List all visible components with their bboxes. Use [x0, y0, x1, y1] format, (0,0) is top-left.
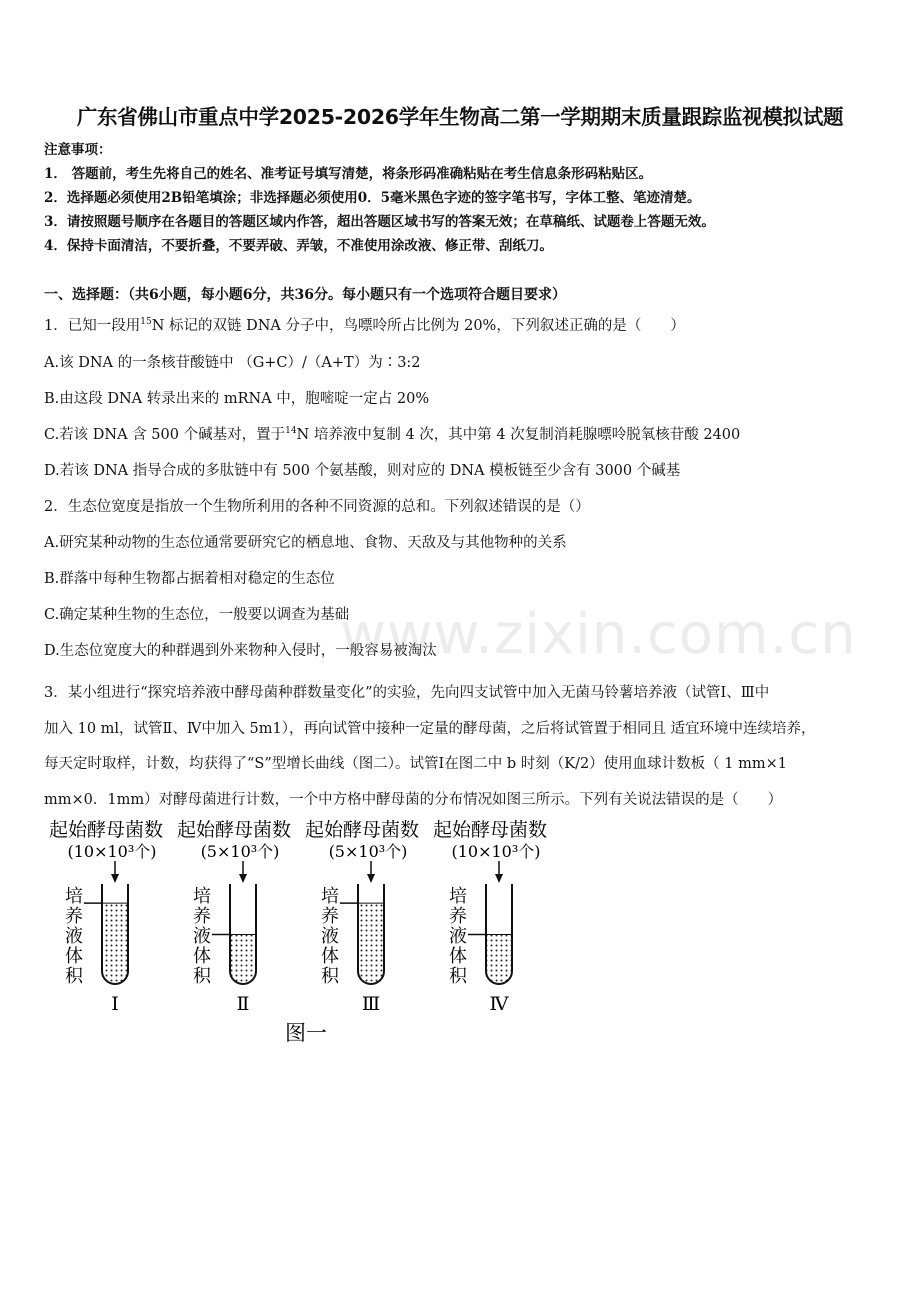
volume-label-char: 培	[449, 886, 467, 907]
arrow-head	[495, 874, 503, 883]
isotope-superscript: 15	[140, 317, 152, 328]
volume-label-char: 培	[193, 886, 211, 907]
page-title: 广东省佛山市重点中学2025-2026学年生物高二第一学期期末质量跟踪监视模拟试题	[76, 105, 844, 129]
q1-stem-part: N 标记的双链 DNA 分子中，鸟嘌呤所占比例为 20%，下列叙述正确的是（ ）	[151, 318, 685, 334]
notice-item: 4．保持卡面清洁，不要折叠，不要弄破、弄皱，不准使用涂改液、修正带、刮纸刀。	[44, 238, 553, 254]
tube-roman-numeral: Ⅳ	[489, 993, 509, 1015]
volume-label-char: 体	[65, 946, 83, 967]
volume-label-char: 积	[193, 966, 211, 987]
q2-option-d: D.生态位宽度大的种群遇到外来物种入侵时，一般容易被淘汰	[44, 643, 437, 659]
volume-label-char: 养	[193, 906, 211, 927]
arrow-head	[239, 874, 247, 883]
tube-initial-count: (10×10³个)	[67, 842, 157, 861]
volume-label-char: 养	[449, 906, 467, 927]
volume-label-char: 积	[449, 966, 467, 987]
culture-liquid	[486, 934, 512, 984]
question-2-stem: 2．生态位宽度是指放一个生物所利用的各种不同资源的总和。下列叙述错误的是（）	[44, 499, 590, 515]
notice-item: 1． 答题前，考生先将自己的姓名、准考证号填写清楚，将条形码准确粘贴在考生信息条形码粘贴区。	[44, 166, 653, 182]
question-3-stem	[44, 676, 884, 818]
q3-line: 每天定时取样，计数，均获得了“S”型增长曲线（图二）。试管Ⅰ在图二中 b 时刻（K/2）使用血球计数板（ 1 mm×1	[44, 756, 787, 772]
tube-roman-numeral: Ⅲ	[361, 993, 381, 1015]
volume-label-char: 体	[321, 946, 339, 967]
tube-initial-count: (5×10³个)	[200, 842, 280, 861]
section-heading: 一、选择题：（共6小题，每小题6分，共36分。每小题只有一个选项符合题目要求）	[44, 287, 566, 303]
q1-option-a: A.该 DNA 的一条核苷酸链中 （G+C）/（A+T）为∶3:2	[44, 355, 421, 371]
q1-option-d: D.若该 DNA 指导合成的多肽链中有 500 个氨基酸，则对应的 DNA 模板链至少含有 3000 个碱基	[44, 463, 681, 479]
volume-label-char: 液	[449, 926, 467, 947]
volume-label-char: 养	[65, 906, 83, 927]
notice-heading: 注意事项：	[44, 142, 112, 158]
test-tube-3	[305, 819, 419, 1015]
figure-caption: 图一	[285, 1021, 327, 1045]
q1-stem-part: 1．已知一段用	[44, 318, 141, 334]
volume-label-char: 液	[65, 926, 83, 947]
q1-option-c-part: N 培养液中复制 4 次，其中第 4 次复制消耗腺嘌呤脱氧核苷酸 2400	[296, 427, 741, 443]
test-tube-2	[177, 819, 291, 1015]
notice-item: 2．选择题必须使用2B铅笔填涂；非选择题必须使用0．5毫米黑色字迹的签字笔书写，字体工整、笔迹清楚。	[44, 190, 701, 206]
q2-option-b: B.群落中每种生物都占据着相对稳定的生态位	[44, 571, 335, 587]
q3-line: 3．某小组进行“探究培养液中酵母菌种群数量变化”的实验，先向四支试管中加入无菌马铃薯培养液（试管Ⅰ、Ⅲ中	[44, 685, 770, 701]
tube-initial-count: (10×10³个)	[451, 842, 541, 861]
q3-line: 加入 10 ml，试管Ⅱ、Ⅳ中加入 5m1），再向试管中接种一定量的酵母菌，之后将试管置于相同且 适宜环境中连续培养，	[44, 720, 816, 737]
volume-label-char: 体	[449, 946, 467, 967]
q2-option-c: C.确定某种生物的生态位，一般要以调查为基础	[44, 607, 350, 623]
figure-1-test-tubes	[44, 818, 584, 1048]
q1-option-c-part: C.若该 DNA 含 500 个碱基对，置于	[44, 427, 286, 443]
volume-label-char: 体	[193, 946, 211, 967]
question-1-stem	[44, 314, 884, 335]
tube-header: 起始酵母菌数	[48, 819, 164, 841]
culture-liquid	[230, 934, 256, 984]
culture-liquid	[102, 903, 128, 984]
arrow-head	[367, 874, 375, 883]
volume-label-char: 液	[321, 926, 339, 947]
q3-line: mm×0．1mm）对酵母菌进行计数，一个中方格中酵母菌的分布情况如图三所示。下列有关说法错误的是（ ）	[44, 791, 783, 808]
culture-liquid	[358, 903, 384, 984]
volume-label-char: 积	[321, 966, 339, 987]
volume-label-char: 培	[321, 886, 339, 907]
tube-roman-numeral: Ⅱ	[236, 993, 250, 1015]
notice-block	[44, 138, 715, 258]
q2-option-a: A.研究某种动物的生态位通常要研究它的栖息地、食物、天敌及与其他物种的关系	[44, 535, 567, 551]
volume-label-char: 培	[65, 886, 83, 907]
q1-option-c	[44, 423, 884, 444]
isotope-superscript: 14	[285, 426, 297, 437]
arrow-head	[111, 874, 119, 883]
volume-label-char: 液	[193, 926, 211, 947]
watermark: www.zixin.com.cn	[340, 602, 857, 667]
test-tube-4	[433, 819, 547, 1015]
tube-header: 起始酵母菌数	[176, 819, 292, 841]
volume-label-char: 养	[321, 906, 339, 927]
notice-item: 3．请按照题号顺序在各题目的答题区域内作答，超出答题区域书写的答案无效；在草稿纸、试题卷上答题无效。	[44, 214, 715, 230]
test-tube-1	[49, 819, 163, 1015]
tube-roman-numeral: Ⅰ	[111, 993, 119, 1015]
tube-header: 起始酵母菌数	[432, 819, 548, 841]
tube-header: 起始酵母菌数	[304, 819, 420, 841]
q1-option-b: B.由这段 DNA 转录出来的 mRNA 中，胞嘧啶一定占 20%	[44, 391, 430, 407]
volume-label-char: 积	[65, 966, 83, 987]
tube-initial-count: (5×10³个)	[328, 842, 408, 861]
